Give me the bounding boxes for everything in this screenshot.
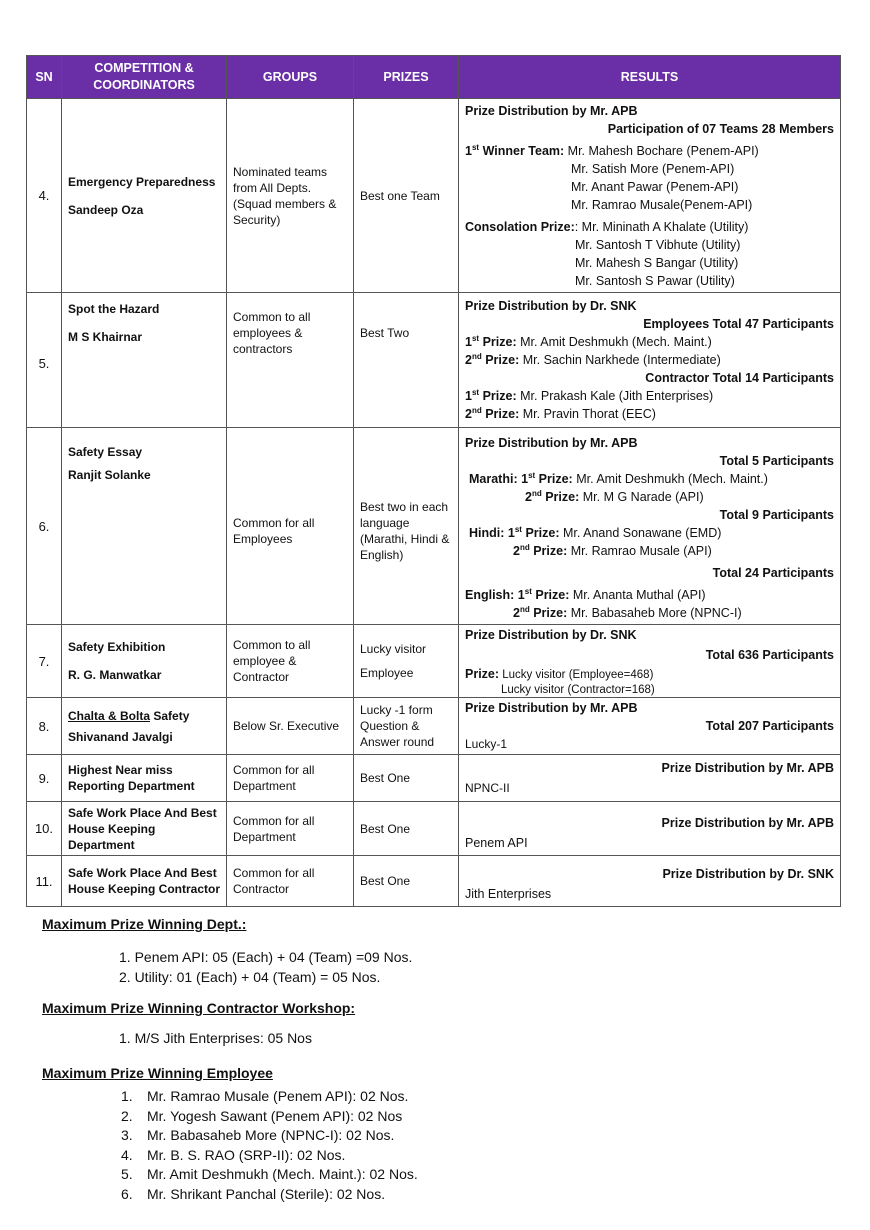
row-competition [62, 99, 227, 293]
prize-line [465, 586, 834, 604]
prize-distribution: Prize Distribution by Dr. SNK [465, 627, 637, 642]
list-number: 6. [121, 1185, 133, 1202]
rank-number: 1 [517, 588, 525, 602]
header-sn: SN [27, 56, 62, 99]
prize-results-table [26, 55, 841, 907]
row-prizes: Best one Team [354, 99, 459, 293]
competition-name-rest: Safety [150, 708, 190, 723]
header-prizes: PRIZES [354, 56, 459, 99]
prize-winner: Mr. Amit Deshmukh (Mech. Maint.) [576, 472, 768, 486]
employee-list [121, 1087, 418, 1204]
competition-name: Spot the Hazard [68, 302, 160, 316]
prize-detail: Lucky visitor (Employee=468) [502, 668, 654, 681]
winner-line [465, 142, 834, 160]
row-groups: Common for all Department [227, 755, 354, 802]
list-text: Mr. Amit Deshmukh (Mech. Maint.): 02 Nos. [147, 1166, 418, 1182]
competition-name: Safety Exhibition [68, 640, 166, 654]
row-sn: 9. [27, 755, 62, 802]
prize-distribution: Prize Distribution by Mr. APB [465, 103, 638, 118]
row-results [459, 428, 841, 625]
rank-number: 1 [465, 389, 472, 403]
row-groups: Nominated teams from All Depts. (Squad members & Security) [227, 99, 354, 293]
prize-winner: Mr. Ramrao Musale (API) [570, 544, 712, 558]
employee-section-title: Maximum Prize Winning Employee [42, 1065, 273, 1081]
list-number: 2. [121, 1107, 133, 1124]
participation-total: Participation of 07 Teams 28 Members [607, 121, 834, 136]
consolation-name: Mr. Mahesh S Bangar (Utility) [575, 255, 739, 270]
prize-winner: Mr. Amit Deshmukh (Mech. Maint.) [520, 335, 712, 349]
rank-number: 2 [513, 606, 520, 620]
rank-suffix: nd [519, 542, 530, 552]
row-competition [62, 625, 227, 698]
list-item: 2. Utility: 01 (Each) + 04 (Team) = 05 Nos. [119, 969, 381, 985]
prize-label: Prize: [533, 544, 568, 558]
row-sn: 10. [27, 802, 62, 856]
row-results [459, 625, 841, 698]
table-row [27, 428, 841, 625]
header-competition: COMPETITION & COORDINATORS [62, 56, 227, 99]
rank-number: 1 [507, 526, 515, 540]
row-results [459, 99, 841, 293]
result-value: Lucky-1 [465, 737, 508, 751]
table-row [27, 293, 841, 428]
result-value: Penem API [465, 835, 528, 850]
prize-line [465, 488, 834, 506]
coordinator-name: Sandeep Oza [68, 202, 144, 217]
list-item [121, 1126, 418, 1146]
winner-name: Mr. Anant Pawar (Penem-API) [571, 179, 739, 194]
list-text: Mr. Shrikant Panchal (Sterile): 02 Nos. [147, 1185, 386, 1202]
row-sn: 11. [27, 856, 62, 907]
row-results [459, 293, 841, 428]
list-number: 5. [121, 1166, 133, 1182]
header-groups: GROUPS [227, 56, 354, 99]
row-groups: Common to all employee & Contractor [227, 625, 354, 698]
prize-line [465, 666, 834, 683]
prize-label: Prize: [533, 606, 568, 620]
table-row [27, 625, 841, 698]
prize-line [465, 387, 834, 405]
coordinator-name: Ranjit Solanke [68, 468, 151, 482]
row-prizes: Best One [354, 856, 459, 907]
list-text: Mr. Ramrao Musale (Penem API): 02 Nos. [147, 1088, 409, 1104]
row-competition [62, 698, 227, 755]
prize-type: Employee [360, 666, 414, 680]
prize-label: Prize: [465, 666, 500, 681]
winner-name: Mr. Ramrao Musale(Penem-API) [571, 197, 753, 212]
prize-label: Prize: [538, 472, 573, 486]
participants-total: Total 636 Participants [705, 647, 834, 662]
rank-suffix: st [524, 586, 532, 596]
table-row [27, 802, 841, 856]
table-row [27, 698, 841, 755]
consolation-name: Mr. Santosh T Vibhute (Utility) [575, 237, 741, 252]
row-groups: Common to all employees & contractors [227, 293, 354, 428]
prize-line [465, 351, 834, 369]
rank-suffix: st [528, 470, 536, 480]
prize-winner: Mr. Pravin Thorat (EEC) [522, 407, 656, 421]
prize-winner: Mr. Sachin Narkhede (Intermediate) [522, 353, 721, 367]
rank-number: 1 [521, 472, 529, 486]
language-label: English: [465, 588, 515, 602]
row-competition [62, 428, 227, 625]
row-sn: 5. [27, 293, 62, 428]
prize-distribution: Prize Distribution by Dr. SNK [465, 299, 637, 313]
employees-total: Employees Total 47 Participants [643, 317, 834, 331]
prize-line [465, 405, 834, 423]
table-row [27, 99, 841, 293]
prize-winner: Mr. M G Narade (API) [582, 490, 704, 504]
coordinator-name: R. G. Manwatkar [68, 668, 162, 682]
competition-name [68, 708, 220, 724]
prize-distribution: Prize Distribution by Mr. APB [661, 761, 834, 775]
contractor-total: Contractor Total 14 Participants [645, 371, 834, 385]
prize-label: Prize: [485, 407, 520, 421]
row-competition: Safe Work Place And Best House Keeping Department [62, 802, 227, 856]
prize-distribution: Prize Distribution by Mr. APB [465, 436, 638, 450]
header-results: RESULTS [459, 56, 841, 99]
row-prizes [354, 625, 459, 698]
list-item [121, 1107, 418, 1127]
language-label: Marathi: [469, 472, 518, 486]
dept-section-title: Maximum Prize Winning Dept.: [42, 916, 247, 932]
list-item [121, 1087, 418, 1107]
rank-number: 2 [465, 407, 472, 421]
consolation-label: Consolation Prize: [465, 219, 575, 234]
list-item: 1. M/S Jith Enterprises: 05 Nos [119, 1030, 312, 1046]
prize-label: Prize: [525, 526, 560, 540]
list-item [121, 1165, 418, 1185]
competition-name: Safety Essay [68, 445, 143, 459]
list-number: 4. [121, 1146, 133, 1163]
list-number: 1. [121, 1088, 133, 1104]
list-text: Mr. B. S. RAO (SRP-II): 02 Nos. [147, 1146, 346, 1163]
row-competition: Highest Near miss Reporting Department [62, 755, 227, 802]
list-item: 1. Penem API: 05 (Each) + 04 (Team) =09 Nos. [119, 949, 413, 965]
row-sn: 7. [27, 625, 62, 698]
winner-name: Mr. Mahesh Bochare (Penem-API) [567, 143, 759, 158]
row-prizes: Best One [354, 802, 459, 856]
result-value: Jith Enterprises [465, 887, 552, 901]
rank-suffix: st [514, 524, 522, 534]
consolation-name: : Mr. Mininath A Khalate (Utility) [574, 219, 749, 234]
winner-label: Winner Team: [482, 143, 565, 158]
rank-number: 2 [513, 544, 520, 558]
table-row [27, 755, 841, 802]
rank-suffix: st [471, 387, 480, 397]
rank-suffix: nd [471, 405, 482, 415]
table-row [27, 856, 841, 907]
row-sn: 8. [27, 698, 62, 755]
prize-winner: Mr. Babasaheb More (NPNC-I) [570, 606, 742, 620]
prize-label: Prize: [485, 353, 520, 367]
row-results [459, 698, 841, 755]
row-prizes: Best Two [354, 293, 459, 428]
prize-winner: Mr. Prakash Kale (Jith Enterprises) [520, 389, 714, 403]
competition-name-underlined: Chalta & Bolta [68, 708, 151, 723]
rank-suffix: st [471, 333, 480, 343]
row-competition: Safe Work Place And Best House Keeping Contractor [62, 856, 227, 907]
prize-winner: Mr. Anand Sonawane (EMD) [563, 526, 722, 540]
result-value: NPNC-II [465, 781, 510, 795]
rank-number: 1 [465, 143, 472, 158]
row-sn: 4. [27, 99, 62, 293]
list-number: 3. [121, 1127, 133, 1143]
list-text: Mr. Babasaheb More (NPNC-I): 02 Nos. [147, 1127, 395, 1143]
prize-line [465, 604, 834, 622]
prize-label: Prize: [482, 335, 517, 349]
row-groups: Below Sr. Executive [227, 698, 354, 755]
english-total: Total 24 Participants [712, 566, 834, 580]
row-sn: 6. [27, 428, 62, 625]
prize-label: Prize: [482, 389, 517, 403]
rank-suffix: nd [519, 604, 530, 614]
row-prizes: Best One [354, 755, 459, 802]
prize-winner: Mr. Ananta Muthal (API) [572, 588, 706, 602]
prize-distribution: Prize Distribution by Mr. APB [661, 815, 834, 830]
prize-type: Lucky visitor [360, 642, 427, 656]
prize-line [465, 524, 834, 542]
prize-line [465, 542, 834, 560]
row-groups: Common for all Department [227, 802, 354, 856]
prize-label: Prize: [535, 588, 570, 602]
winner-name: Mr. Satish More (Penem-API) [571, 161, 735, 176]
prize-line [465, 470, 834, 488]
dept-list [119, 947, 412, 987]
row-groups: Common for all Employees [227, 428, 354, 625]
coordinator-name: M S Khairnar [68, 330, 143, 344]
rank-suffix: nd [471, 351, 482, 361]
row-groups: Common for all Contractor [227, 856, 354, 907]
rank-suffix: nd [531, 488, 542, 498]
prize-label: Prize: [545, 490, 580, 504]
prize-detail: Lucky visitor (Contractor=168) [501, 683, 655, 696]
rank-number: 2 [525, 490, 532, 504]
list-item [121, 1185, 418, 1205]
prize-distribution: Prize Distribution by Dr. SNK [662, 867, 834, 881]
row-prizes: Lucky -1 form Question & Answer round [354, 698, 459, 755]
hindi-total: Total 9 Participants [719, 508, 834, 522]
language-label: Hindi: [469, 526, 505, 540]
row-prizes: Best two in each language (Marathi, Hindi & English) [354, 428, 459, 625]
rank-suffix: st [471, 142, 480, 152]
row-competition [62, 293, 227, 428]
contractor-section-title: Maximum Prize Winning Contractor Workshop: [42, 1000, 356, 1016]
rank-number: 1 [465, 335, 472, 349]
table-header-row [27, 56, 841, 99]
prize-distribution: Prize Distribution by Mr. APB [465, 701, 638, 715]
row-results [459, 755, 841, 802]
contractor-list [119, 1028, 312, 1048]
participants-total: Total 207 Participants [705, 719, 834, 733]
competition-name: Emergency Preparedness [68, 174, 216, 189]
rank-number: 2 [465, 353, 472, 367]
row-results [459, 802, 841, 856]
consolation-name: Mr. Santosh S Pawar (Utility) [575, 273, 735, 288]
list-item [121, 1146, 418, 1166]
row-results [459, 856, 841, 907]
consolation-line [465, 218, 834, 236]
list-text: Mr. Yogesh Sawant (Penem API): 02 Nos [147, 1107, 403, 1124]
marathi-total: Total 5 Participants [719, 454, 834, 468]
prize-line [465, 333, 834, 351]
coordinator-name: Shivanand Javalgi [68, 729, 173, 744]
